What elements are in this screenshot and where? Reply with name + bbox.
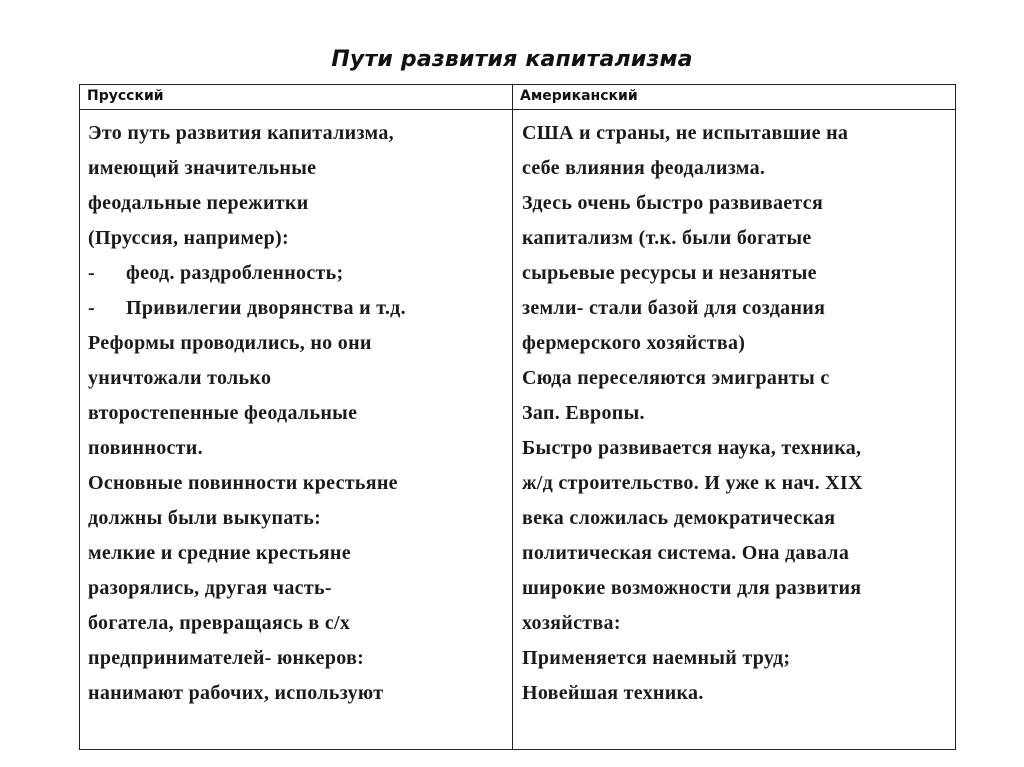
text-line: Зап. Европы. <box>522 402 645 424</box>
text-line: разорялись, другая часть- <box>88 577 332 599</box>
column-header-prussian: Прусский <box>80 85 513 110</box>
text-line: США и страны, не испытавшие на <box>522 122 849 144</box>
bullet-dash: - <box>88 262 95 284</box>
text-line: Это путь развития капитализма, <box>88 122 394 144</box>
text-line: Новейшая техника. <box>522 682 704 704</box>
text-line: предпринимателей- юнкеров: <box>88 647 365 669</box>
text-line: Применяется наемный труд; <box>522 647 791 669</box>
text-line: уничтожали только <box>88 367 272 389</box>
comparison-table <box>79 84 956 750</box>
text-line: ж/д строительство. И уже к нач. XIX <box>522 472 863 494</box>
paragraph-duties <box>88 466 508 711</box>
text-line: Здесь очень быстро развивается <box>522 192 824 214</box>
text-line: Быстро развивается наука, техника, <box>522 437 862 459</box>
paragraph-definition <box>88 116 508 256</box>
text-line: Сюда переселяются эмигранты с <box>522 367 830 389</box>
text-line: хозяйства: <box>522 612 621 634</box>
text-line: имеющий значительные <box>88 157 317 179</box>
text-line: нанимают рабочих, используют <box>88 682 384 704</box>
header-row <box>80 85 956 110</box>
text-line: повинности. <box>88 437 203 459</box>
text-line: второстепенные феодальные <box>88 402 358 424</box>
page-title: Пути развития капитализма <box>331 47 693 72</box>
text-line: себе влияния феодализма. <box>522 157 766 179</box>
text-line: должны были выкупать: <box>88 507 322 529</box>
text-line: века сложилась демократическая <box>522 507 836 529</box>
bullet-item <box>88 256 508 291</box>
text-line: Основные повинности крестьяне <box>88 472 398 494</box>
bullet-item <box>88 291 508 326</box>
bullet-text: феод. раздробленность; <box>126 262 344 284</box>
text-line: широкие возможности для развития <box>522 577 862 599</box>
text-line: мелкие и средние крестьяне <box>88 542 351 564</box>
paragraph-reforms <box>88 326 508 466</box>
text-line: земли- стали базой для создания <box>522 297 826 319</box>
text-line: сырьевые ресурсы и незанятые <box>522 262 817 284</box>
bullet-dash: - <box>88 297 95 319</box>
content-row <box>80 110 956 750</box>
text-line: капитализм (т.к. были богатые <box>522 227 812 249</box>
text-line: (Пруссия, например): <box>88 227 289 249</box>
text-line: политическая система. Она давала <box>522 542 850 564</box>
prussian-cell <box>80 110 513 750</box>
text-line: богатела, превращаясь в с/х <box>88 612 351 634</box>
bullet-text: Привилегии дворянства и т.д. <box>126 297 406 319</box>
american-cell <box>513 110 956 750</box>
text-line: Реформы проводились, но они <box>88 332 372 354</box>
text-line: фермерского хозяйства) <box>522 332 746 354</box>
text-line: феодальные пережитки <box>88 192 309 214</box>
column-header-american: Американский <box>513 85 956 110</box>
